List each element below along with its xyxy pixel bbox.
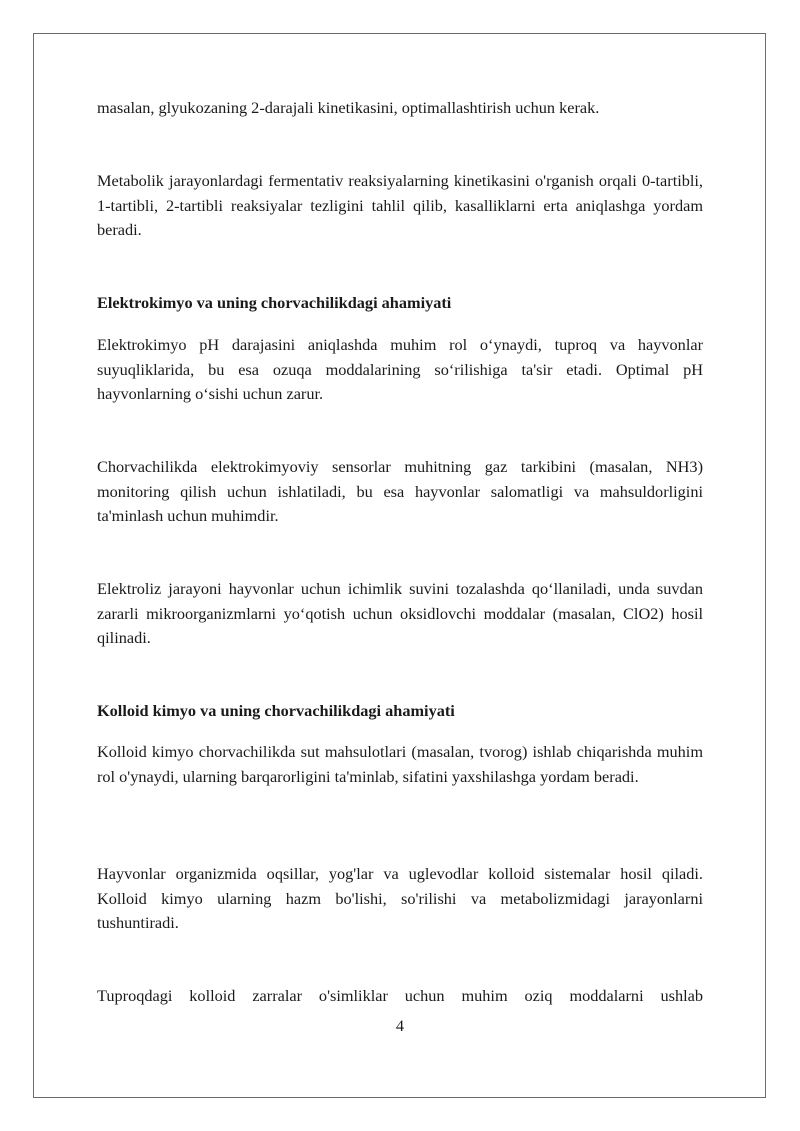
section-heading-colloid-chemistry: Kolloid kimyo va uning chorvachilikdagi ahamiyati <box>97 701 455 720</box>
paragraph-8: Tuproqdagi kolloid zarralar o'simliklar uchun muhim oziq moddalarni ushlab <box>97 986 703 1005</box>
page-number: 4 <box>395 1016 405 1035</box>
paragraph-7: Hayvonlar organizmida oqsillar, yog'lar va uglevodlar kolloid sistemalar hosil qiladi. Kolloid kimyo ularning hazm bo'lishi, so'rilishi va metabolizmidagi jarayonlarni tushuntiradi. <box>97 864 703 932</box>
section-heading-electrochemistry: Elektrokimyo va uning chorvachilikdagi ahamiyati <box>97 293 452 312</box>
paragraph-4: Chorvachilikda elektrokimyoviy sensorlar muhitning gaz tarkibini (masalan, NH3) monitoring qilish uchun ishlatiladi, bu esa hayvonlar salomatligi va mahsuldorligini ta'minlash uchun muhimdir. <box>97 457 703 525</box>
paragraph-3: Elektrokimyo pH darajasini aniqlashda muhim rol oʻynaydi, tuproq va hayvonlar suyuqliklarida, bu esa ozuqa moddalarining soʻrilishiga ta'sir etadi. Optimal pH hayvonlarning oʻsishi uchun zarur. <box>97 335 703 403</box>
paragraph-1: masalan, glyukozaning 2-darajali kinetikasini, optimallashtirish uchun kerak. <box>97 98 600 117</box>
paragraph-2: Metabolik jarayonlardagi fermentativ reaksiyalarning kinetikasini o'rganish orqali 0-tartibli, 1-tartibli, 2-tartibli reaksiyalar tezligini tahlil qilib, kasalliklarni erta aniqlashga yordam beradi. <box>97 171 703 239</box>
paragraph-6: Kolloid kimyo chorvachilikda sut mahsulotlari (masalan, tvorog) ishlab chiqarishda muhim rol o'ynaydi, ularning barqarorligini ta'minlab, sifatini yaxshilashga yordam beradi. <box>97 742 703 786</box>
paragraph-5: Elektroliz jarayoni hayvonlar uchun ichimlik suvini tozalashda qoʻllaniladi, unda suvdan zararli mikroorganizmlarni yoʻqotish uchun oksidlovchi moddalar (masalan, ClO2) hosil qilinadi. <box>97 579 703 647</box>
